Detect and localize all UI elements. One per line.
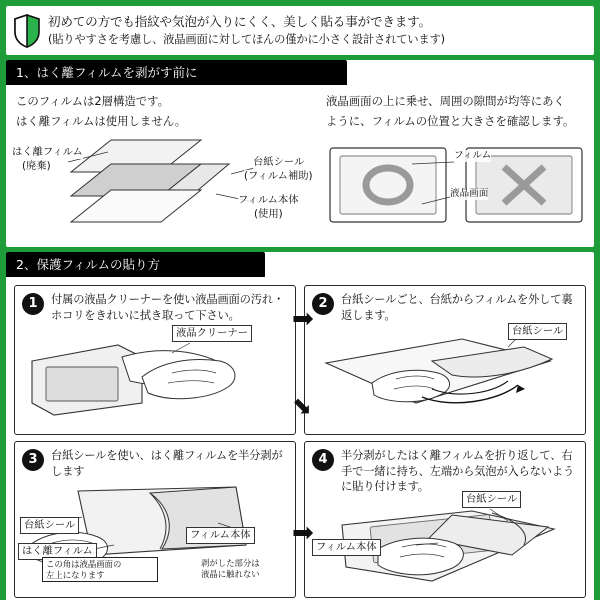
- warning-touch-line-2: 液晶に触れない: [201, 568, 260, 579]
- step-2-text: 台紙シールごと、台紙からフィルムを外して裏返します。: [341, 292, 573, 322]
- warning-corner-line-2: 左上になります: [46, 569, 105, 580]
- step-4-head: [312, 448, 578, 495]
- warning-touch-line-1: 剥がした部分は: [201, 558, 260, 569]
- label-daishi-seal: 台紙シール: [253, 155, 305, 168]
- label-film-body-step3: フィルム本体: [186, 527, 255, 544]
- step-3-art: [22, 483, 288, 580]
- step-4: [304, 441, 586, 598]
- label-haku-film: はく離フィルム: [12, 145, 83, 158]
- header-line-2: (貼りやすさを考慮し、液晶画面に対してほんの僅かに小さく設計されています): [48, 33, 445, 47]
- warning-corner-note: [42, 557, 158, 582]
- header: [6, 6, 594, 55]
- section-1-right-note-1: 液晶画面の上に乗せ、周囲の隙間が均等にあく: [326, 93, 565, 108]
- section-1: [6, 60, 594, 247]
- step-1: [14, 285, 296, 435]
- label-film-body-step4: フィルム本体: [312, 539, 381, 556]
- step-1-text: 付属の液晶クリーナーを使い液晶画面の汚れ・ホコリをきれいに拭き取って下さい。: [51, 292, 285, 322]
- arrow-step2-to-step3: ⬊: [292, 392, 313, 420]
- step-1-number: 1: [22, 293, 44, 315]
- label-haku-film-sub: (廃棄): [22, 159, 51, 172]
- ok-ng-art: [326, 134, 584, 239]
- step-1-head: [22, 292, 288, 324]
- step-2-number: 2: [312, 293, 334, 315]
- section-1-title: 1、はく離フィルムを剥がす前に: [6, 60, 347, 85]
- step-4-number: 4: [312, 449, 334, 471]
- step-4-art: [312, 493, 578, 591]
- label-film-body-sub: (使用): [254, 207, 283, 220]
- step-3-text: 台紙シールを使い、はく離フィルムを半分剥がします: [51, 448, 283, 478]
- step-2-art: [312, 327, 578, 419]
- warning-corner-line-1: この角は液晶画面の: [46, 559, 122, 570]
- shield-icon: [14, 14, 40, 48]
- arrow-step3-to-step4: ➡: [292, 518, 314, 548]
- arrow-step1-to-step2: ➡: [292, 304, 314, 334]
- step-3-head: [22, 448, 288, 480]
- header-line-1: 初めての方でも指紋や気泡が入りにくく、美しく貼る事ができます。: [48, 14, 431, 29]
- label-daishi-seal-step3: 台紙シール: [20, 517, 79, 534]
- label-daishi-seal-step2: 台紙シール: [508, 323, 567, 340]
- label-film: フィルム: [454, 149, 492, 161]
- step-2-head: [312, 292, 578, 324]
- label-lcd-cleaner: 液晶クリーナー: [172, 325, 252, 342]
- section-1-body: [6, 93, 594, 239]
- section-2-title: 2、保護フィルムの貼り方: [6, 252, 265, 277]
- exploded-film-diagram: [12, 93, 316, 239]
- section-1-note-2: はく離フィルムは使用しません。: [16, 114, 187, 129]
- fit-check-diagram: [326, 93, 584, 239]
- step-3: [14, 441, 296, 598]
- label-daishi-seal-sub: (フィルム補助): [244, 169, 313, 182]
- header-text-block: [48, 12, 445, 49]
- label-lcd-screen: 液晶画面: [450, 187, 489, 199]
- section-1-note-1: このフィルムは2層構造です。: [16, 93, 170, 108]
- step-3-number: 3: [22, 449, 44, 471]
- step-4-text: 半分剥がしたはく離フィルムを折り返して、右手で一緒に持ち、左端から気泡が入らないように貼り付けます。: [341, 448, 575, 494]
- film-layers-art: [12, 134, 316, 239]
- warning-touch-note: [198, 557, 278, 580]
- label-daishi-seal-step4: 台紙シール: [462, 491, 521, 508]
- step-1-art: [22, 327, 288, 419]
- section-1-right-note-2: ように、フィルムの位置と大きさを確認します。: [326, 114, 575, 129]
- step-2: [304, 285, 586, 435]
- label-film-body: フィルム本体: [238, 193, 299, 206]
- label-haku-film-step3: はく離フィルム: [18, 543, 97, 560]
